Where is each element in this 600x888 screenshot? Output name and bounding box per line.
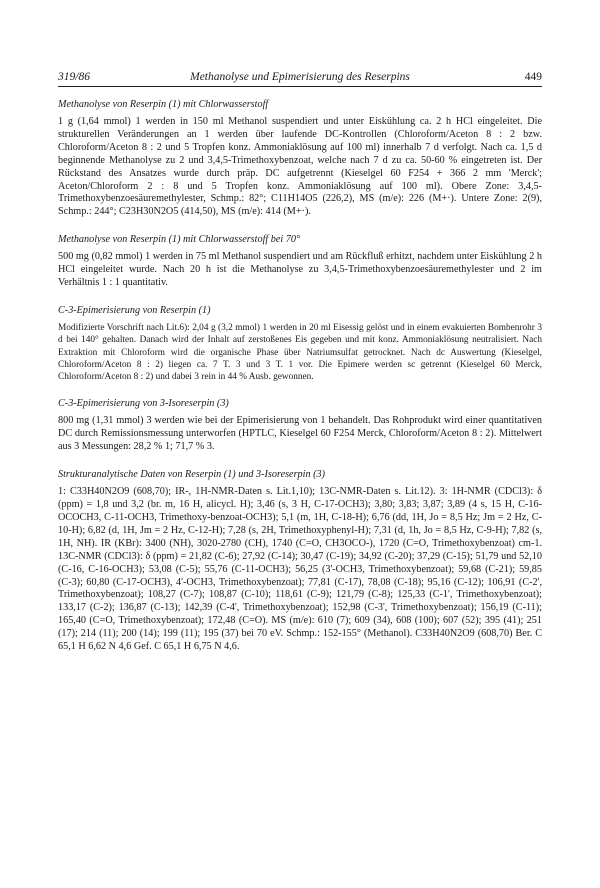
- article-body: [58, 98, 542, 668]
- journal-issue: 319/86: [58, 71, 90, 83]
- section-methanolysis: [58, 98, 542, 219]
- running-title: Methanolyse und Epimerisierung des Reserpins: [190, 71, 410, 83]
- section-paragraph: 800 mg (1,31 mmol) 3 werden wie bei der Epimerisierung von 1 behandelt. Das Rohprodukt wird einer quantitativen DC durch Remissionsmessung unterworfen (HPTLC, Kieselgel 60 F254 Merck, Chloroform/Aceton 8 : 2). Mittelwert aus 3 Messungen: 28,2 % 1; 71,7 % 3.: [58, 415, 542, 453]
- section-methanolysis-70: [58, 233, 542, 290]
- header-rule: [58, 86, 542, 87]
- section-epimerization-isoreserpine: [58, 397, 542, 454]
- section-title: C-3-Epimerisierung von 3-Isoreserpin (3): [58, 398, 229, 410]
- section-title: C-3-Epimerisierung von Reserpin (1): [58, 304, 211, 316]
- section-paragraph: 500 mg (0,82 mmol) 1 werden in 75 ml Methanol suspendiert und am Rückfluß erhitzt, nachdem unter Eiskühlung 2 h HCl eingeleitet wurde. Nach 20 h ist die Methanolyse zu 3,4,5-Trimethoxybenzoesäuremethylester und 2 im Verhältnis 1 : 1 quantitativ.: [58, 251, 542, 289]
- section-epimerization-reserpine: [58, 304, 542, 383]
- section-structural-data: [58, 468, 542, 654]
- section-title: Strukturanalytische Daten von Reserpin (1) und 3-Isoreserpin (3): [58, 469, 325, 481]
- section-title: Methanolyse von Reserpin (1) mit Chlorwasserstoff: [58, 99, 269, 110]
- section-paragraph: 1 g (1,64 mmol) 1 werden in 150 ml Methanol suspendiert und unter Eiskühlung ca. 2 h HCl eingeleitet. Die strukturellen Veränderungen an 1 werden über laufende DC-Kontrollen (Chloroform/Aceton 8 : 2 bzw. Chloroform/Aceton 8 : 2 und 5 Tropfen konz. Ammoniaklösung auf 100 ml) innerhalb 7 d verfolgt. Nach ca. 1,5 d beginnende Methanolyse zu 2 und 3,4,5-Trimethoxybenzoat, welche nach 7 d zu ca. 50-60 % eingetreten ist. Der Rückstand des Ansatzes wurde durch präp. DC aufgetrennt (Kieselgel 60 F254 + 366 2 mm 'Merck'; Aceton/Chloroform 2 : 8 und 5 Tropfen konz. Ammoniaklösung auf 100 ml). Obere Zone: 3,4,5-Trimethoxybenzoesäuremethylester, Schmp.: 82°; C11H14O5 (226,2), MS (m/e): 226 (M+·). Untere Zone: 2(9), Schmp.: 244°; C23H30N2O5 (414,50), MS (m/e): 414 (M+·).: [58, 116, 542, 218]
- section-paragraph: 1: C33H40N2O9 (608,70); IR-, 1H-NMR-Daten s. Lit.1,10); 13C-NMR-Daten s. Lit.12). 3: 1H-NMR (CDCl3): δ (ppm) = 1,8 und 3,2 (br. m, 16 H, alicycl. H); 3,46 (s, 3 H, C-17-OCH3); 3,80; 3,83; 3,87; 3,89 (4 s, 15 H, C-16-OCOCH3, C-11-OCH3, Trimethoxy-benzoat-OCH3); 5,1 (m, 1H, C-18-H); 6,76 (dd, 1H, Jo = 8,5 Hz; Jm = 2 Hz, C-10-H); 6,82 (d, 1H, Jm = 2 Hz, C-12-H); 7,28 (s, 2H, Trimethoxyphenyl-H); 7,31 (d, 1h, Jo = 8,5 Hz, C-9-H); 7,82 (s, 1H, NH). IR (KBr): 3400 (NH), 3020-2780 (CH), 1740 (C=O, CH3OCO-), 1720 (C=O, Trimethoxybenzoat) cm-1. 13C-NMR (CDCl3): δ (ppm) = 21,82 (C-6); 27,92 (C-14); 30,47 (C-19); 34,92 (C-20); 37,29 (C-15); 51,79 und 52,10 (C-16, C-16-OCH3); 53,08 (C-5); 55,76 (C-11-OCH3); 56,25 (3'-OCH3, Trimethoxybenzoat); 59,68 (C-21); 59,85 (C-3); 60,80 (C-17-OCH3), 4'-OCH3, Trimethoxybenzoat); 77,81 (C-17), 78,08 (C-18); 95,16 (C-12); 106,91 (C-2', Trimethoxybenzoat); 108,27 (C-7); 108,87 (C-10); 118,61 (C-9); 121,79 (C-8); 125,33 (C-1', Trimethoxybenzoat); 133,17 (C-2); 136,87 (C-13); 142,39 (C-4', Trimethoxybenzoat); 152,98 (C-3', Trimethoxybenzoat); 156,19 (C-11); 165,40 (C=O, Trimethoxybenzoat); 172,48 (C=O). MS (m/e): 610 (7); 609 (34), 608 (100); 607 (52); 395 (41); 251 (17); 214 (11); 200 (14); 199 (11); 195 (37) bei 70 eV. Schmp.: 152-155° (Methanol). C33H40N2O9 (608,70) Ber. C 65,1 H 6,62 N 4,6 Gef. C 65,1 H 6,75 N 4,6.: [58, 486, 542, 653]
- section-title: Methanolyse von Reserpin (1) mit Chlorwasserstoff bei 70°: [58, 234, 301, 246]
- page-number: 449: [524, 71, 542, 83]
- section-paragraph: Modifizierte Vorschrift nach Lit.6): 2,04 g (3,2 mmol) 1 werden in 20 ml Eisessig gelöst und in einem evakuierten Bombenrohr 3 d bei 140° gehalten. Danach wird der Inhalt auf zerstoßenes Eis gegeben und mit konz. Ammoniaklösung neutralisiert. Nach Extraktion mit Chloroform wird die organische Phase über Natriumsulfat getrocknet. Nach dc Auswertung (Kieselgel, Chloroform/Aceton 8 : 2) liegen ca. 7 T. 3 und 3 T. 1 vor. Die Epimere werden sc getrennt (Kieselgel 60 Merck, Chloroform/Aceton 8 : 2) und dabei 3 rein in 44 % Ausb. gewonnen.: [58, 322, 542, 383]
